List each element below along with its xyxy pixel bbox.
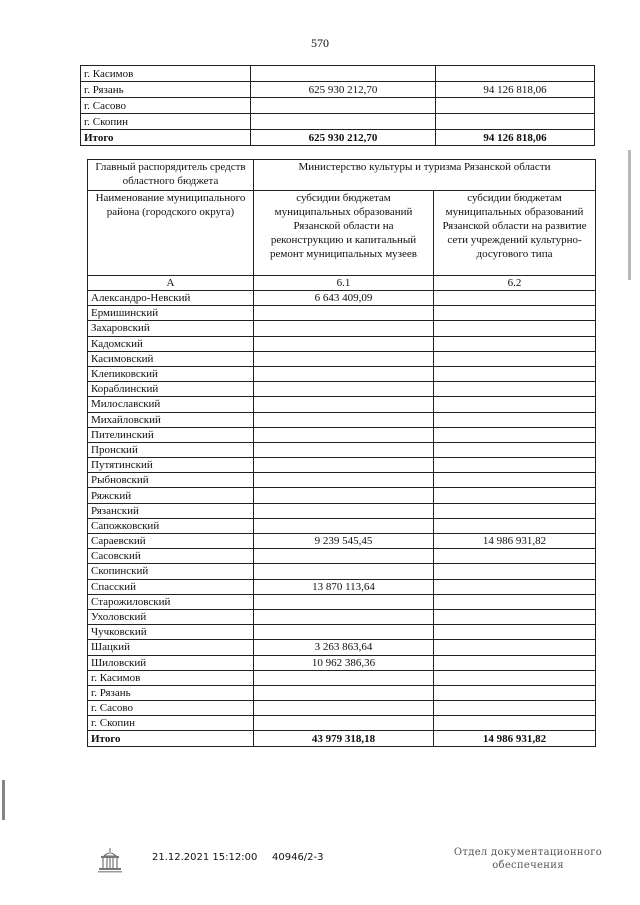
district-name-cell: Касимовский — [88, 351, 254, 366]
district-name-cell: г. Сасово — [81, 98, 251, 114]
distributor-row — [88, 160, 596, 191]
value-col2-cell — [436, 98, 595, 114]
value-col1-cell: 10 962 386,36 — [254, 655, 434, 670]
district-name-cell: Сасовский — [88, 549, 254, 564]
table-row — [88, 549, 596, 564]
value-col1-cell — [254, 412, 434, 427]
table-row — [88, 564, 596, 579]
district-name-cell: Итого — [81, 130, 251, 146]
district-name-cell: Захаровский — [88, 321, 254, 336]
value-col1-cell — [254, 306, 434, 321]
district-name-cell: Старожиловский — [88, 594, 254, 609]
value-col2-cell — [434, 655, 596, 670]
value-col1-cell — [254, 427, 434, 442]
value-col2-cell — [434, 685, 596, 700]
value-col1-cell: 3 263 863,64 — [254, 640, 434, 655]
district-name-cell: Спасский — [88, 579, 254, 594]
district-name-cell: Путятинский — [88, 458, 254, 473]
district-name-cell: Рыбновский — [88, 473, 254, 488]
table-row — [88, 351, 596, 366]
district-name-cell: Сапожковский — [88, 518, 254, 533]
table-row — [88, 427, 596, 442]
table-row — [88, 366, 596, 381]
value-col1-cell — [254, 701, 434, 716]
district-name-cell: г. Касимов — [88, 670, 254, 685]
value-col1-cell — [254, 351, 434, 366]
district-name-cell: Александро-Невский — [88, 291, 254, 306]
value-col2-cell — [434, 640, 596, 655]
table-row — [88, 336, 596, 351]
distributor-label: Главный распорядитель средств областного бюджета — [88, 160, 254, 191]
table-row — [88, 594, 596, 609]
table-row — [88, 518, 596, 533]
district-name-cell: Ермишинский — [88, 306, 254, 321]
value-col1-cell: 625 930 212,70 — [251, 130, 436, 146]
table-row — [88, 442, 596, 457]
district-name-cell: г. Рязань — [81, 82, 251, 98]
value-col1-cell — [254, 685, 434, 700]
value-col2-cell — [434, 366, 596, 381]
district-name-cell: Шиловский — [88, 655, 254, 670]
value-col1-cell — [254, 382, 434, 397]
value-col2-cell — [434, 412, 596, 427]
value-col1-cell — [254, 458, 434, 473]
district-name-cell: Милославский — [88, 397, 254, 412]
district-name-cell: Сараевский — [88, 534, 254, 549]
table-row — [88, 579, 596, 594]
district-name-cell: Чучковский — [88, 625, 254, 640]
value-col1-cell — [254, 625, 434, 640]
value-col1-cell — [254, 716, 434, 731]
value-col1-cell — [254, 321, 434, 336]
district-name-cell: Скопинский — [88, 564, 254, 579]
col2-header: субсидии бюджетам муниципальных образований Рязанской области на развитие сети учреждений культурно-досугового типа — [434, 191, 596, 276]
value-col2-cell — [434, 518, 596, 533]
total-row — [81, 130, 595, 146]
page-number: 570 — [311, 36, 329, 50]
code-6-1: 6.1 — [254, 276, 434, 291]
main-table — [87, 159, 596, 747]
value-col1-cell — [254, 518, 434, 533]
top-table — [80, 65, 595, 146]
value-col2-cell — [434, 442, 596, 457]
value-col2-cell — [434, 670, 596, 685]
value-col2-cell: 14 986 931,82 — [434, 534, 596, 549]
table-row — [88, 534, 596, 549]
value-col1-cell — [254, 609, 434, 624]
value-col2-cell — [434, 458, 596, 473]
district-name-cell: Кадомский — [88, 336, 254, 351]
scan-edge-left — [2, 780, 5, 820]
table-row — [88, 321, 596, 336]
table-row — [88, 382, 596, 397]
district-name-cell: Шацкий — [88, 640, 254, 655]
district-name-cell: Клепиковский — [88, 366, 254, 381]
district-name-cell: г. Скопин — [81, 114, 251, 130]
district-name-cell: Пителинский — [88, 427, 254, 442]
value-col1-cell — [251, 66, 436, 82]
column-header-row — [88, 191, 596, 276]
footer-datetime: 21.12.2021 15:12:00 — [152, 852, 258, 863]
district-name-cell: Михайловский — [88, 412, 254, 427]
value-col2-cell — [434, 594, 596, 609]
table-row — [88, 670, 596, 685]
value-col2-cell: 94 126 818,06 — [436, 82, 595, 98]
value-col1-cell: 625 930 212,70 — [251, 82, 436, 98]
value-col2-cell — [434, 503, 596, 518]
value-col1-cell — [254, 503, 434, 518]
value-col1-cell — [254, 366, 434, 381]
value-col1-cell — [251, 114, 436, 130]
value-col2-cell — [434, 291, 596, 306]
code-row — [88, 276, 596, 291]
table-row — [81, 98, 595, 114]
district-name-cell: Ухоловский — [88, 609, 254, 624]
value-col2-cell — [434, 716, 596, 731]
value-col1-cell — [254, 473, 434, 488]
district-name-cell: Кораблинский — [88, 382, 254, 397]
value-col1-cell — [254, 549, 434, 564]
value-col1-cell — [251, 98, 436, 114]
stamp-line-1: Отдел документационного — [453, 847, 603, 858]
table-row — [88, 412, 596, 427]
duma-logo-icon — [96, 846, 124, 876]
value-col1-cell: 9 239 545,45 — [254, 534, 434, 549]
table-row — [81, 82, 595, 98]
value-col2-cell — [434, 473, 596, 488]
district-name-cell: г. Скопин — [88, 716, 254, 731]
district-name-cell: Пронский — [88, 442, 254, 457]
table-row — [88, 488, 596, 503]
value-col2-cell — [434, 306, 596, 321]
code-a: А — [88, 276, 254, 291]
table-row — [88, 716, 596, 731]
footer-doc-number: 40946/2-3 — [272, 852, 324, 863]
value-col1-cell: 6 643 409,09 — [254, 291, 434, 306]
table-row — [88, 640, 596, 655]
table-row — [88, 655, 596, 670]
col1-header: субсидии бюджетам муниципальных образований Рязанской области на реконструкцию и капитальный ремонт муниципальных музеев — [254, 191, 434, 276]
value-col2-cell — [436, 66, 595, 82]
table-row — [88, 291, 596, 306]
value-col1-cell — [254, 397, 434, 412]
value-col2-cell — [434, 625, 596, 640]
value-col1-cell — [254, 564, 434, 579]
value-col1-cell — [254, 594, 434, 609]
value-col2-cell — [434, 397, 596, 412]
table-row — [81, 66, 595, 82]
table-row — [88, 609, 596, 624]
value-col2-cell — [434, 336, 596, 351]
value-col2-cell — [434, 351, 596, 366]
table-row — [88, 473, 596, 488]
value-col2-cell — [434, 609, 596, 624]
value-col2-cell — [434, 579, 596, 594]
value-col2-cell — [434, 488, 596, 503]
district-name-cell: Итого — [88, 731, 254, 746]
value-col1-cell — [254, 442, 434, 457]
value-col1-cell — [254, 488, 434, 503]
district-name-cell: г. Касимов — [81, 66, 251, 82]
district-name-cell: Ряжский — [88, 488, 254, 503]
table-row — [88, 701, 596, 716]
stamp-line-2: обеспечения — [492, 860, 564, 871]
value-col1-cell: 43 979 318,18 — [254, 731, 434, 746]
value-col2-cell — [434, 701, 596, 716]
value-col2-cell — [434, 382, 596, 397]
table-row — [81, 114, 595, 130]
table-row — [88, 397, 596, 412]
value-col1-cell — [254, 336, 434, 351]
table-row — [88, 503, 596, 518]
district-name-cell: Рязанский — [88, 503, 254, 518]
value-col2-cell — [434, 564, 596, 579]
value-col2-cell — [434, 321, 596, 336]
value-col2-cell — [436, 114, 595, 130]
value-col1-cell: 13 870 113,64 — [254, 579, 434, 594]
value-col2-cell — [434, 427, 596, 442]
value-col1-cell — [254, 670, 434, 685]
district-name-cell: г. Сасово — [88, 701, 254, 716]
value-col2-cell: 14 986 931,82 — [434, 731, 596, 746]
district-label: Наименование муниципального района (городского округа) — [88, 191, 254, 276]
table-row — [88, 685, 596, 700]
scan-edge-right — [628, 150, 631, 280]
table-row — [88, 458, 596, 473]
department-stamp — [448, 846, 608, 872]
code-6-2: 6.2 — [434, 276, 596, 291]
total-row — [88, 731, 596, 746]
value-col2-cell: 94 126 818,06 — [436, 130, 595, 146]
district-name-cell: г. Рязань — [88, 685, 254, 700]
value-col2-cell — [434, 549, 596, 564]
distributor-value: Министерство культуры и туризма Рязанской области — [254, 160, 596, 191]
table-row — [88, 306, 596, 321]
table-row — [88, 625, 596, 640]
